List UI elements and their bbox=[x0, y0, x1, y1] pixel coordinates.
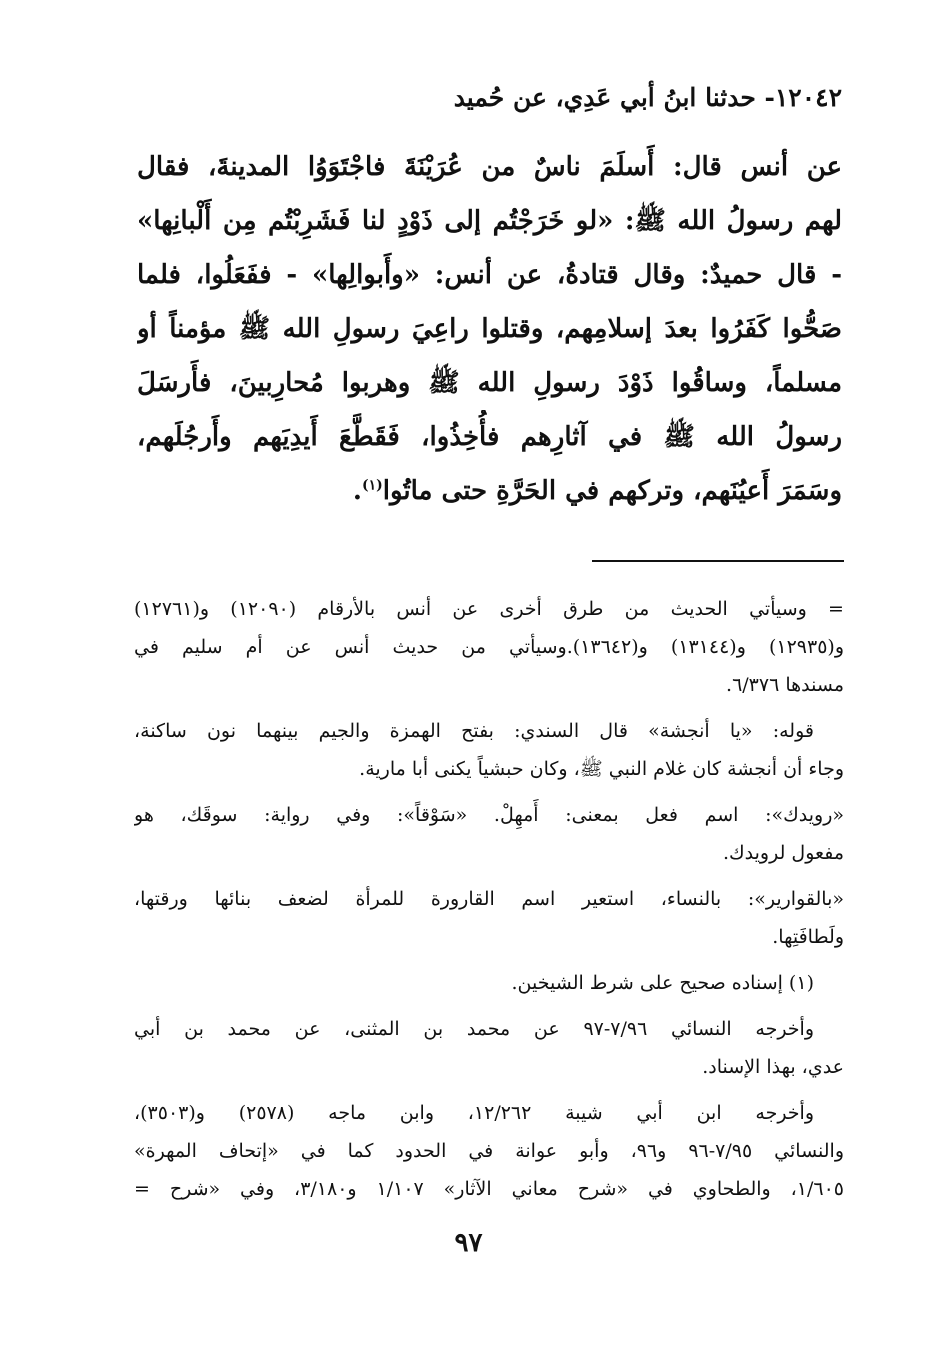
hadith-heading: ١٢٠٤٢- حدثنا ابنُ أبي عَدِي، عن حُميد bbox=[453, 83, 842, 112]
footnote-line: «بالقوارير»: بالنساء، استعير اسم القارورة للمرأة لضعف بنائها ورقتها، bbox=[134, 888, 844, 910]
footnote-line: ١/٦٠٥، والطحاوي في «شرح معاني الآثار» ١/١٠٧ و٣/١٨٠، وفي «شرح = bbox=[134, 1178, 844, 1200]
hadith-line: لهم رسولُ الله ﷺ: «لو خَرَجْتُم إلى ذَوْدٍ لنا فَشَرِبْتُم مِن أَلْبانِها» bbox=[137, 206, 842, 236]
footnote-divider bbox=[592, 560, 844, 562]
footnote-line: وأخرجه النسائي ٧/٩٦-٩٧ عن محمد بن المثنى، عن محمد بن أبي bbox=[134, 1018, 814, 1040]
hadith-last-line bbox=[137, 464, 842, 518]
footnote-paragraph bbox=[134, 712, 844, 788]
footnote-paragraph bbox=[134, 1094, 844, 1208]
footnote-paragraph bbox=[134, 796, 844, 872]
hadith-line: مسلماً، وساقُوا ذَوْدَ رسولِ الله ﷺ وهربوا مُحارِبينَ، فأَرسَلَ bbox=[137, 368, 842, 398]
footnote-line: = وسيأتي الحديث من طرق أخرى عن أنس بالأرقام (١٢٠٩٠) و(١٢٧٦١) bbox=[134, 598, 844, 620]
footnote-paragraph bbox=[134, 964, 844, 1002]
hadith-line: - قال حميدٌ: وقال قتادةُ، عن أنس: «وأَبوالِها» - ففَعَلُوا، فلما bbox=[137, 260, 842, 290]
footnote-paragraph bbox=[134, 1010, 844, 1086]
hadith-line: رسولُ الله ﷺ في آثارِهم فأُخِذُوا، فَقَطَّعَ أَيدِيَهم وأَرجُلَهم، bbox=[137, 422, 842, 452]
end-mark: . bbox=[352, 476, 362, 506]
footnote-line: قوله: «يا أنجشة» قال السندي: بفتح الهمزة والجيم بينهما نون ساكنة، bbox=[134, 720, 814, 742]
footnote-line: والنسائي ٧/٩٥-٩٦ و٩٦، وأبو عوانة في الحدود كما في «إتحاف المهرة» bbox=[134, 1140, 844, 1162]
footnote-line: ولَطافَتِها. bbox=[772, 926, 844, 948]
hadith-line: صَحُّوا كَفَرُوا بعدَ إسلامِهم، وقتلوا راعِيَ رسولِ الله ﷺ مؤمناً أو bbox=[137, 314, 842, 344]
footnote-line: (١) إسناده صحيح على شرط الشيخين. bbox=[511, 972, 814, 994]
footnote-line: وجاء أن أنجشة كان غلام النبي ﷺ، وكان حبشياً يكنى أبا مارية. bbox=[359, 758, 844, 780]
hadith-line: وسَمَرَ أَعيُنَهم، وتركهم في الحَرَّةِ حتى ماتُوا bbox=[382, 476, 842, 506]
page-number: ٩٧ bbox=[454, 1228, 483, 1258]
footnote-paragraph bbox=[134, 880, 844, 956]
footnote-line: «رويدك»: اسم فعل بمعنى: أَمهِلْ. «سَوْقاً»: وفي رواية: سوقَك، هو bbox=[134, 804, 844, 826]
footnote-paragraph bbox=[134, 590, 844, 704]
hadith-line: عن أنس قال: أَسلَمَ ناسٌ من عُرَيْنَةَ فاجْتَوَوُا المدينةَ، فقال bbox=[137, 152, 842, 182]
footnote-line: مفعول لرويدك. bbox=[722, 842, 844, 864]
footnote-line: وأخرجه ابن أبي شيبة ١٢/٢٦٢، وابن ماجه (٢٥٧٨) و(٣٥٠٣)، bbox=[134, 1102, 814, 1124]
footnote-line: مسندها ٦/٣٧٦. bbox=[726, 674, 844, 696]
footnote-line: عدي، بهذا الإسناد. bbox=[702, 1056, 844, 1078]
footnote-marker: (١) bbox=[361, 477, 383, 494]
footnote-line: و(١٢٩٣٥) و(١٣١٤٤) و(١٣٦٤٢).وسيأتي من حديث أنس عن أم سليم في bbox=[134, 636, 844, 658]
hadith-text bbox=[137, 140, 842, 518]
footnotes bbox=[134, 590, 844, 1216]
